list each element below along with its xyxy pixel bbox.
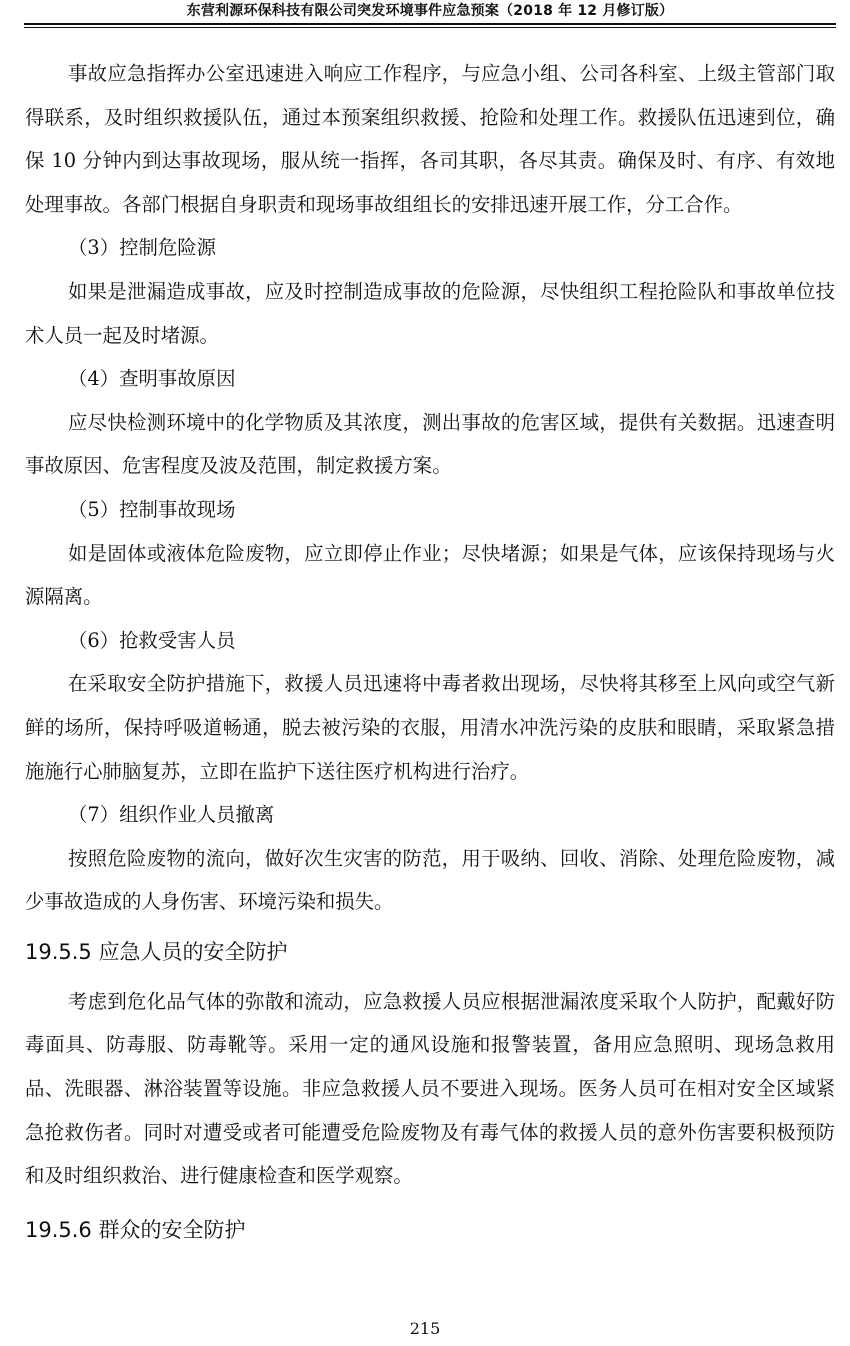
running-header: 东营利源环保科技有限公司突发环境事件应急预案（2018 年 12 月修订版）: [186, 3, 674, 19]
subheading-control-hazard: （3）控制危险源: [68, 236, 217, 260]
subheading-rescue-victims: （6）抢救受害人员: [68, 628, 236, 652]
body-paragraph-rescue-victims: 在采取安全防护措施下，救援人员迅速将中毒者救出现场，尽快将其移至上风向或空气新鲜的场所，保持呼吸道畅通，脱去被污染的衣服，用清水冲洗污染的皮肤和眼睛，采取紧急措施施行心肺脑复苏，立即在监护下送往医疗机构进行治疗。: [25, 672, 835, 783]
section-heading-19-5-6: 19.5.6 群众的安全防护: [25, 1217, 246, 1242]
header-rule-thin: [24, 27, 836, 28]
body-paragraph-control-hazard: 如果是泄漏造成事故，应及时控制造成事故的危险源，尽快组织工程抢险队和事故单位技术人员一起及时堵源。: [25, 279, 835, 347]
body-paragraph-evacuation: 按照危险废物的流向，做好次生灾害的防范，用于吸纳、回收、消除、处理危险废物，减少事故造成的人身伤害、环境污染和损失。: [25, 846, 835, 914]
body-paragraph-control-scene: 如是固体或液体危险废物，应立即停止作业；尽快堵源；如果是气体，应该保持现场与火源隔离。: [25, 541, 835, 609]
section-heading-19-5-5: 19.5.5 应急人员的安全防护: [25, 939, 288, 964]
page-body: [25, 52, 835, 1252]
body-paragraph-response: 事故应急指挥办公室迅速进入响应工作程序，与应急小组、公司各科室、上级主管部门取得联系，及时组织救援队伍，通过本预案组织救援、抢险和处理工作。救援队伍迅速到位，确保 10 分钟内到达事故现场，服从统一指挥，各司其职，各尽其责。确保及时、有序、有效地处理事故。各部门根据自身职责和现场事故组组长的安排迅速开展工作，分工合作。: [25, 62, 835, 216]
body-paragraph-find-cause: 应尽快检测环境中的化学物质及其浓度，测出事故的危害区域，提供有关数据。迅速查明事故原因、危害程度及波及范围，制定救援方案。: [25, 410, 835, 478]
body-paragraph-responder-protection: 考虑到危化品气体的弥散和流动，应急救援人员应根据泄漏浓度采取个人防护，配戴好防毒面具、防毒服、防毒靴等。采用一定的通风设施和报警装置，备用应急照明、现场急救用品、洗眼器、淋浴装置等设施。非应急救援人员不要进入现场。医务人员可在相对安全区域紧急抢救伤者。同时对遭受或者可能遭受危险废物及有毒气体的救援人员的意外伤害要积极预防和及时组织救治、进行健康检查和医学观察。: [25, 989, 835, 1188]
header-rule-thick: [24, 23, 836, 25]
subheading-evacuation: （7）组织作业人员撤离: [68, 803, 275, 827]
page-number: 215: [409, 1319, 441, 1338]
subheading-control-scene: （5）控制事故现场: [68, 497, 236, 521]
subheading-find-cause: （4）查明事故原因: [68, 367, 236, 391]
